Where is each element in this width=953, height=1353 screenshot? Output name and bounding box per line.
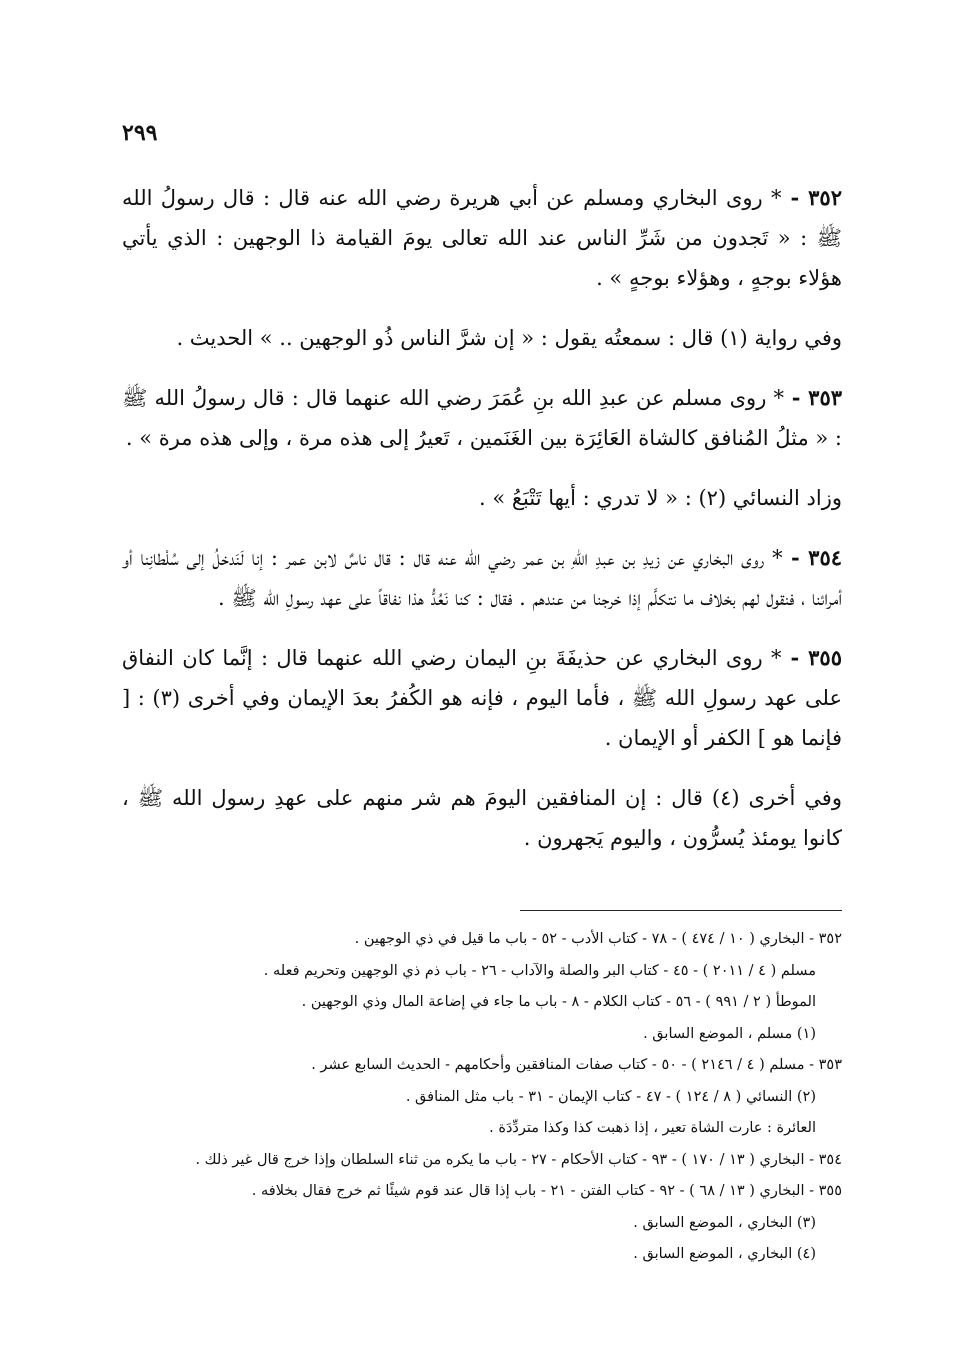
hadith-number: ٣٥٢ - bbox=[781, 185, 842, 210]
footnote-line: ٣٥٣ - مسلم ( ٤ / ٢١٤٦ ) - ٥٠ - كتاب صفات المنافقين وأحكامهم - الحديث السابع عشر . bbox=[311, 1057, 842, 1073]
footnote-line: (٣) البخاري ، الموضع السابق . bbox=[633, 1214, 816, 1231]
paragraph-text: * روى البخاري ومسلم عن أبي هريرة رضي الله عنه قال : قال رسولُ الله ﷺ : « تَجدون من شَرِّ الناس عند الله تعالى يومَ القيامة ذا الوجهين : الذي يأتي هؤلاء بوجهٍ ، وهؤلاء بوجهٍ » . bbox=[122, 186, 842, 290]
main-text bbox=[122, 178, 842, 878]
paragraph-352-variant bbox=[122, 318, 842, 358]
paragraph-353 bbox=[122, 378, 842, 458]
footnote-line: الموطأ ( ٢ / ٩٩١ ) - ٥٦ - كتاب الكلام - ٨ - باب ما جاء في إضاعة المال وذي الوجهين . bbox=[301, 994, 816, 1010]
paragraph-text: * روى البخاري عن زيدِ بن عبدِ اللهِ بن عمر رضي الله عنه قال : قال ناسٌ لابن عمر : إنا لَنَدخلُ إلى سُلْطانِنا أو أمرائنا ، فنقول لهم بخلاف ما نتكلَّم إذا خرجنا من عندهم . فقال : كنا نَعُدُّ هذا نفاقاً على عهد رسولِ الله ﷺ . bbox=[122, 546, 842, 610]
footnote-line: العائرة : عارت الشاة تعير ، إذا ذهبت كذا وكذا متردِّدَة . bbox=[489, 1120, 816, 1136]
footnote-line: (٤) البخاري ، الموضع السابق . bbox=[633, 1246, 816, 1262]
paragraph-355-variant bbox=[122, 778, 842, 858]
paragraph-353-addition bbox=[122, 478, 842, 518]
footnote-line: ٣٥٢ - البخاري ( ١٠ / ٤٧٤ ) - ٧٨ - كتاب الأدب - ٥٢ - باب ما قيل في ذي الوجهين . bbox=[354, 931, 842, 947]
hadith-number: ٣٥٥ - bbox=[781, 645, 842, 670]
footnote-line: (٢) النسائي ( ٨ / ١٢٤ ) - ٤٧ - كتاب الإيمان - ٣١ - باب مثل المنافق . bbox=[405, 1088, 816, 1105]
paragraph-355 bbox=[122, 638, 842, 758]
page-number: ٢٩٩ bbox=[122, 120, 158, 146]
footnote-line: (١) مسلم ، الموضع السابق . bbox=[643, 1025, 816, 1042]
footnote-line: ٣٥٥ - البخاري ( ١٣ / ٦٨ ) - ٩٢ - كتاب الفتن - ٢١ - باب إذا قال عند قوم شيئًا ثم خرج فقال بخلافه . bbox=[251, 1183, 842, 1199]
hadith-number: ٣٥٣ - bbox=[783, 385, 843, 410]
paragraph-text: * روى مسلم عن عبدِ الله بنِ عُمَرَ رضي الله عنهما قال : قال رسولُ الله ﷺ : « مثلُ المُنافق كالشاة العَائِرَة بين الغَنَمين ، تَعيرُ إلى هذه مرة ، وإلى هذه مرة » . bbox=[122, 386, 842, 450]
paragraph-354 bbox=[122, 538, 842, 618]
footnotes bbox=[130, 924, 842, 1271]
footnote-line: مسلم ( ٤ / ٢٠١١ ) - ٤٥ - كتاب البر والصلة والآداب - ٢٦ - باب ذم ذي الوجهين وتحريم فعله . bbox=[263, 962, 816, 979]
paragraph-text: وفي أخرى (٤) قال : إن المنافقين اليومَ هم شر منهم على عهدِ رسول الله ﷺ ، كانوا يومئذ يُسرُّون ، واليوم يَجهرون . bbox=[122, 786, 842, 850]
paragraph-text: وفي رواية (١) قال : سمعتُه يقول : « إن شرَّ الناس ذُو الوجهين .. » الحديث . bbox=[176, 326, 842, 350]
paragraph-text: * روى البخاري عن حذيفَةَ بنِ اليمان رضي الله عنهما قال : إنَّما كان النفاق على عهد رسولِ الله ﷺ ، فأما اليوم ، فإنه هو الكُفرُ بعدَ الإيمان وفي أخرى (٣) : [ فإنما هو ] الكفر أو الإيمان . bbox=[122, 646, 843, 750]
paragraph-352 bbox=[122, 178, 842, 298]
hadith-number: ٣٥٤ - bbox=[782, 545, 843, 570]
footnote-divider bbox=[520, 910, 842, 911]
paragraph-text: وزاد النسائي (٢) : « لا تدري : أيها تَتْبَعُ » . bbox=[478, 486, 842, 510]
footnote-line: ٣٥٤ - البخاري ( ١٣ / ١٧٠ ) - ٩٣ - كتاب الأحكام - ٢٧ - باب ما يكره من ثناء السلطان وإذا خرج قال غير ذلك . bbox=[195, 1151, 842, 1168]
